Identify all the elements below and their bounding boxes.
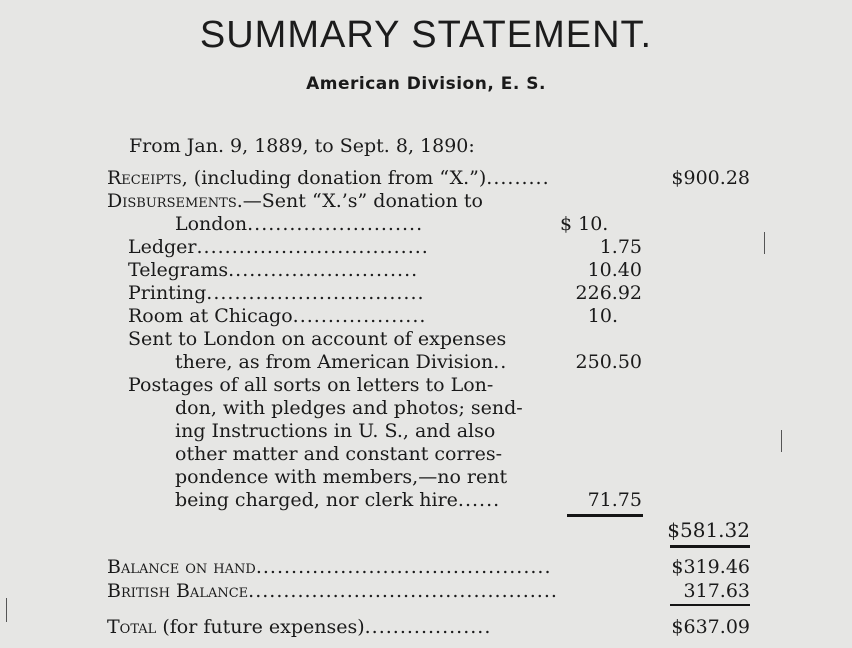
item-line — [175, 350, 560, 374]
item-label: being charged, nor clerk hire — [175, 489, 458, 511]
item-label: London — [175, 213, 248, 235]
item-line — [128, 373, 558, 397]
scan-mark — [764, 232, 765, 254]
british-balance-label: British Balance — [107, 580, 249, 602]
item-line — [175, 396, 560, 420]
total-label-sc: Total — [107, 616, 157, 638]
item-label: Printing — [128, 282, 207, 304]
item-label: there, as from American Division — [175, 351, 494, 373]
item-dots: ............................... — [206, 282, 425, 304]
item-amount: 250.50 — [575, 351, 642, 373]
british-balance-line — [107, 579, 663, 603]
item-amount: 10. — [587, 305, 618, 327]
item-line — [128, 281, 558, 305]
item-label: other matter and constant corres- — [175, 443, 503, 465]
item-amount — [560, 327, 642, 351]
item-label: Ledger — [128, 236, 197, 258]
item-line — [128, 258, 558, 282]
item-amount: 10.40 — [587, 259, 642, 281]
item-label: don, with pledges and photos; send- — [175, 397, 523, 419]
item-amount: 226.92 — [575, 282, 642, 304]
scan-mark — [781, 430, 782, 452]
total-line — [107, 615, 663, 639]
item-amount: 71.75 — [587, 489, 642, 511]
item-amount — [560, 373, 642, 397]
disbursements-total: $581.32 — [667, 518, 750, 542]
total-label: (for future expenses) — [156, 616, 365, 638]
item-dots: ........................... — [228, 259, 419, 281]
item-label: ing Instructions in U. S., and also — [175, 420, 496, 442]
disbursements-label-sc: Disbursements — [107, 190, 237, 212]
receipts-amount: $900.28 — [671, 167, 750, 189]
item-label: Postages of all sorts on letters to Lon- — [128, 374, 494, 396]
item-label: Telegrams — [128, 259, 229, 281]
item-dots: ................... — [292, 305, 427, 327]
total-amount: $637.09 — [671, 616, 750, 638]
subtotal-rule — [567, 514, 643, 517]
receipts-line — [107, 166, 663, 190]
item-amount: $ 10. — [560, 213, 609, 235]
total-dots: .................. — [364, 616, 492, 638]
period-line: From Jan. 9, 1889, to Sept. 8, 1890: — [129, 135, 475, 157]
item-line — [175, 212, 560, 236]
item-label: Sent to London on account of expenses — [128, 328, 507, 350]
receipts-dots: ......... — [486, 167, 550, 189]
item-dots: ......................... — [247, 213, 424, 235]
british-balance-dots: ............................................ — [248, 580, 558, 602]
item-label: pondence with members,—no rent — [175, 466, 508, 488]
balance-line — [107, 555, 663, 579]
item-line — [175, 488, 560, 512]
item-label: Room at Chicago — [128, 305, 293, 327]
item-amount: 1.75 — [599, 236, 642, 258]
total-rule-bottom — [670, 604, 750, 606]
total-rule-top — [670, 545, 750, 548]
receipts-label-sc: Receipts — [107, 167, 182, 189]
item-line — [128, 304, 558, 328]
item-amount — [560, 442, 642, 466]
page-subtitle: American Division, E. S. — [306, 74, 546, 94]
balance-amount: $319.46 — [671, 556, 750, 578]
item-dots: .. — [493, 351, 508, 373]
balance-label: Balance on hand — [107, 556, 256, 578]
item-line — [128, 327, 558, 351]
balance-dots: .......................................... — [255, 556, 552, 578]
item-line — [128, 235, 558, 259]
item-line — [175, 442, 560, 466]
item-line — [175, 465, 560, 489]
receipts-label: , (including donation from “X.”) — [181, 167, 487, 189]
item-amount — [560, 465, 642, 489]
disbursements-line — [107, 189, 483, 213]
disbursements-label: .—Sent “X.’s” donation to — [236, 190, 483, 212]
item-amount — [560, 396, 642, 420]
item-dots: ................................. — [196, 236, 429, 258]
british-balance-amount: 317.63 — [683, 580, 750, 602]
scan-mark — [6, 598, 7, 622]
page-title: SUMMARY STATEMENT. — [199, 14, 653, 56]
item-amount — [560, 419, 642, 443]
item-line — [175, 419, 560, 443]
item-dots: ...... — [457, 489, 501, 511]
